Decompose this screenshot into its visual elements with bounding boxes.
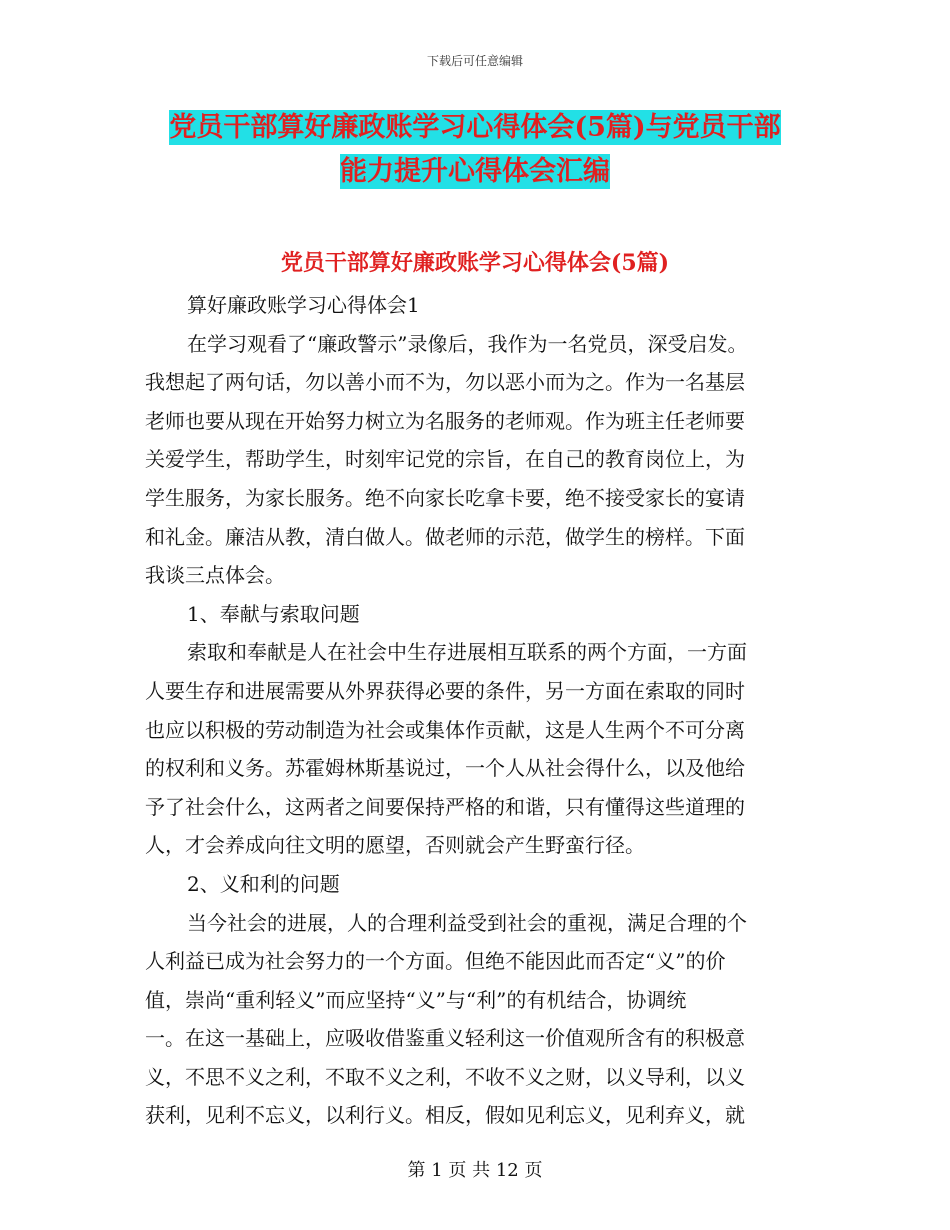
page-footer: 第 1 页 共 12 页 [407,1160,543,1181]
main-title-line-2-text: 能力提升心得体会汇编 [340,156,610,187]
text-line: 索取和奉献是人在社会中生存进展相互联系的两个方面，一方面 [187,640,747,665]
text-line: 的权利和义务。苏霍姆林斯基说过，一个人从社会得什么，以及他给 [145,756,745,781]
text-line: 老师也要从现在开始努力树立为名服务的老师观。作为班主任老师要 [145,408,745,433]
text-line: 关爱学生，帮助学生，时刻牢记党的宗旨，在自己的教育岗位上，为 [145,447,745,472]
text-line: 值，崇尚“重利轻义”而应坚持“义”与“利”的有机结合，协调统 [145,987,687,1012]
text-line: 学生服务，为家长服务。绝不向家长吃拿卡要，绝不接受家长的宴请 [145,485,745,510]
main-title-line-1-text: 党员干部算好廉政账学习心得体会(5篇)与党员干部 [169,112,781,143]
text-line: 义，不思不义之利，不取不义之利，不收不义之财，以义导利，以义 [145,1064,745,1089]
text-line: 我谈三点体会。 [145,563,285,588]
text-line: 一。在这一基础上，应吸收借鉴重义轻利这一价值观所含有的积极意 [145,1026,745,1051]
text-line: 当今社会的进展，人的合理利益受到社会的重视，满足合理的个 [187,910,747,935]
header-note: 下载后可任意编辑 [426,54,523,68]
text-line: 在学习观看了“廉政警示”录像后，我作为一名党员，深受启发。 [187,331,748,356]
section-title: 党员干部算好廉政账学习心得体会(5篇) [280,250,670,276]
body-text [145,286,810,1135]
text-line: 和礼金。廉洁从教，清白做人。做老师的示范，做学生的榜样。下面 [145,524,745,549]
main-title-line-2 [0,156,950,188]
text-line: 人，才会养成向往文明的愿望，否则就会产生野蛮行径。 [145,833,645,858]
text-line: 予了社会什么，这两者之间要保持严格的和谐，只有懂得这些道理的 [145,794,745,819]
text-line: 获利，见利不忘义，以利行义。相反，假如见利忘义，见利弃义，就 [145,1103,745,1128]
main-title-line-1 [0,112,950,144]
text-line: 算好廉政账学习心得体会1 [187,293,420,317]
text-line: 也应以积极的劳动制造为社会或集体作贡献，这是人生两个不可分离 [145,717,745,742]
text-line: 1、奉献与索取问题 [187,601,360,626]
text-line: 2、义和利的问题 [187,871,340,896]
text-line: 我想起了两句话，勿以善小而不为，勿以恶小而为之。作为一名基层 [145,370,745,395]
text-line: 人利益已成为社会努力的一个方面。但绝不能因此而否定“义”的价 [145,949,726,974]
text-line: 人要生存和进展需要从外界获得必要的条件，另一方面在索取的同时 [145,678,745,703]
